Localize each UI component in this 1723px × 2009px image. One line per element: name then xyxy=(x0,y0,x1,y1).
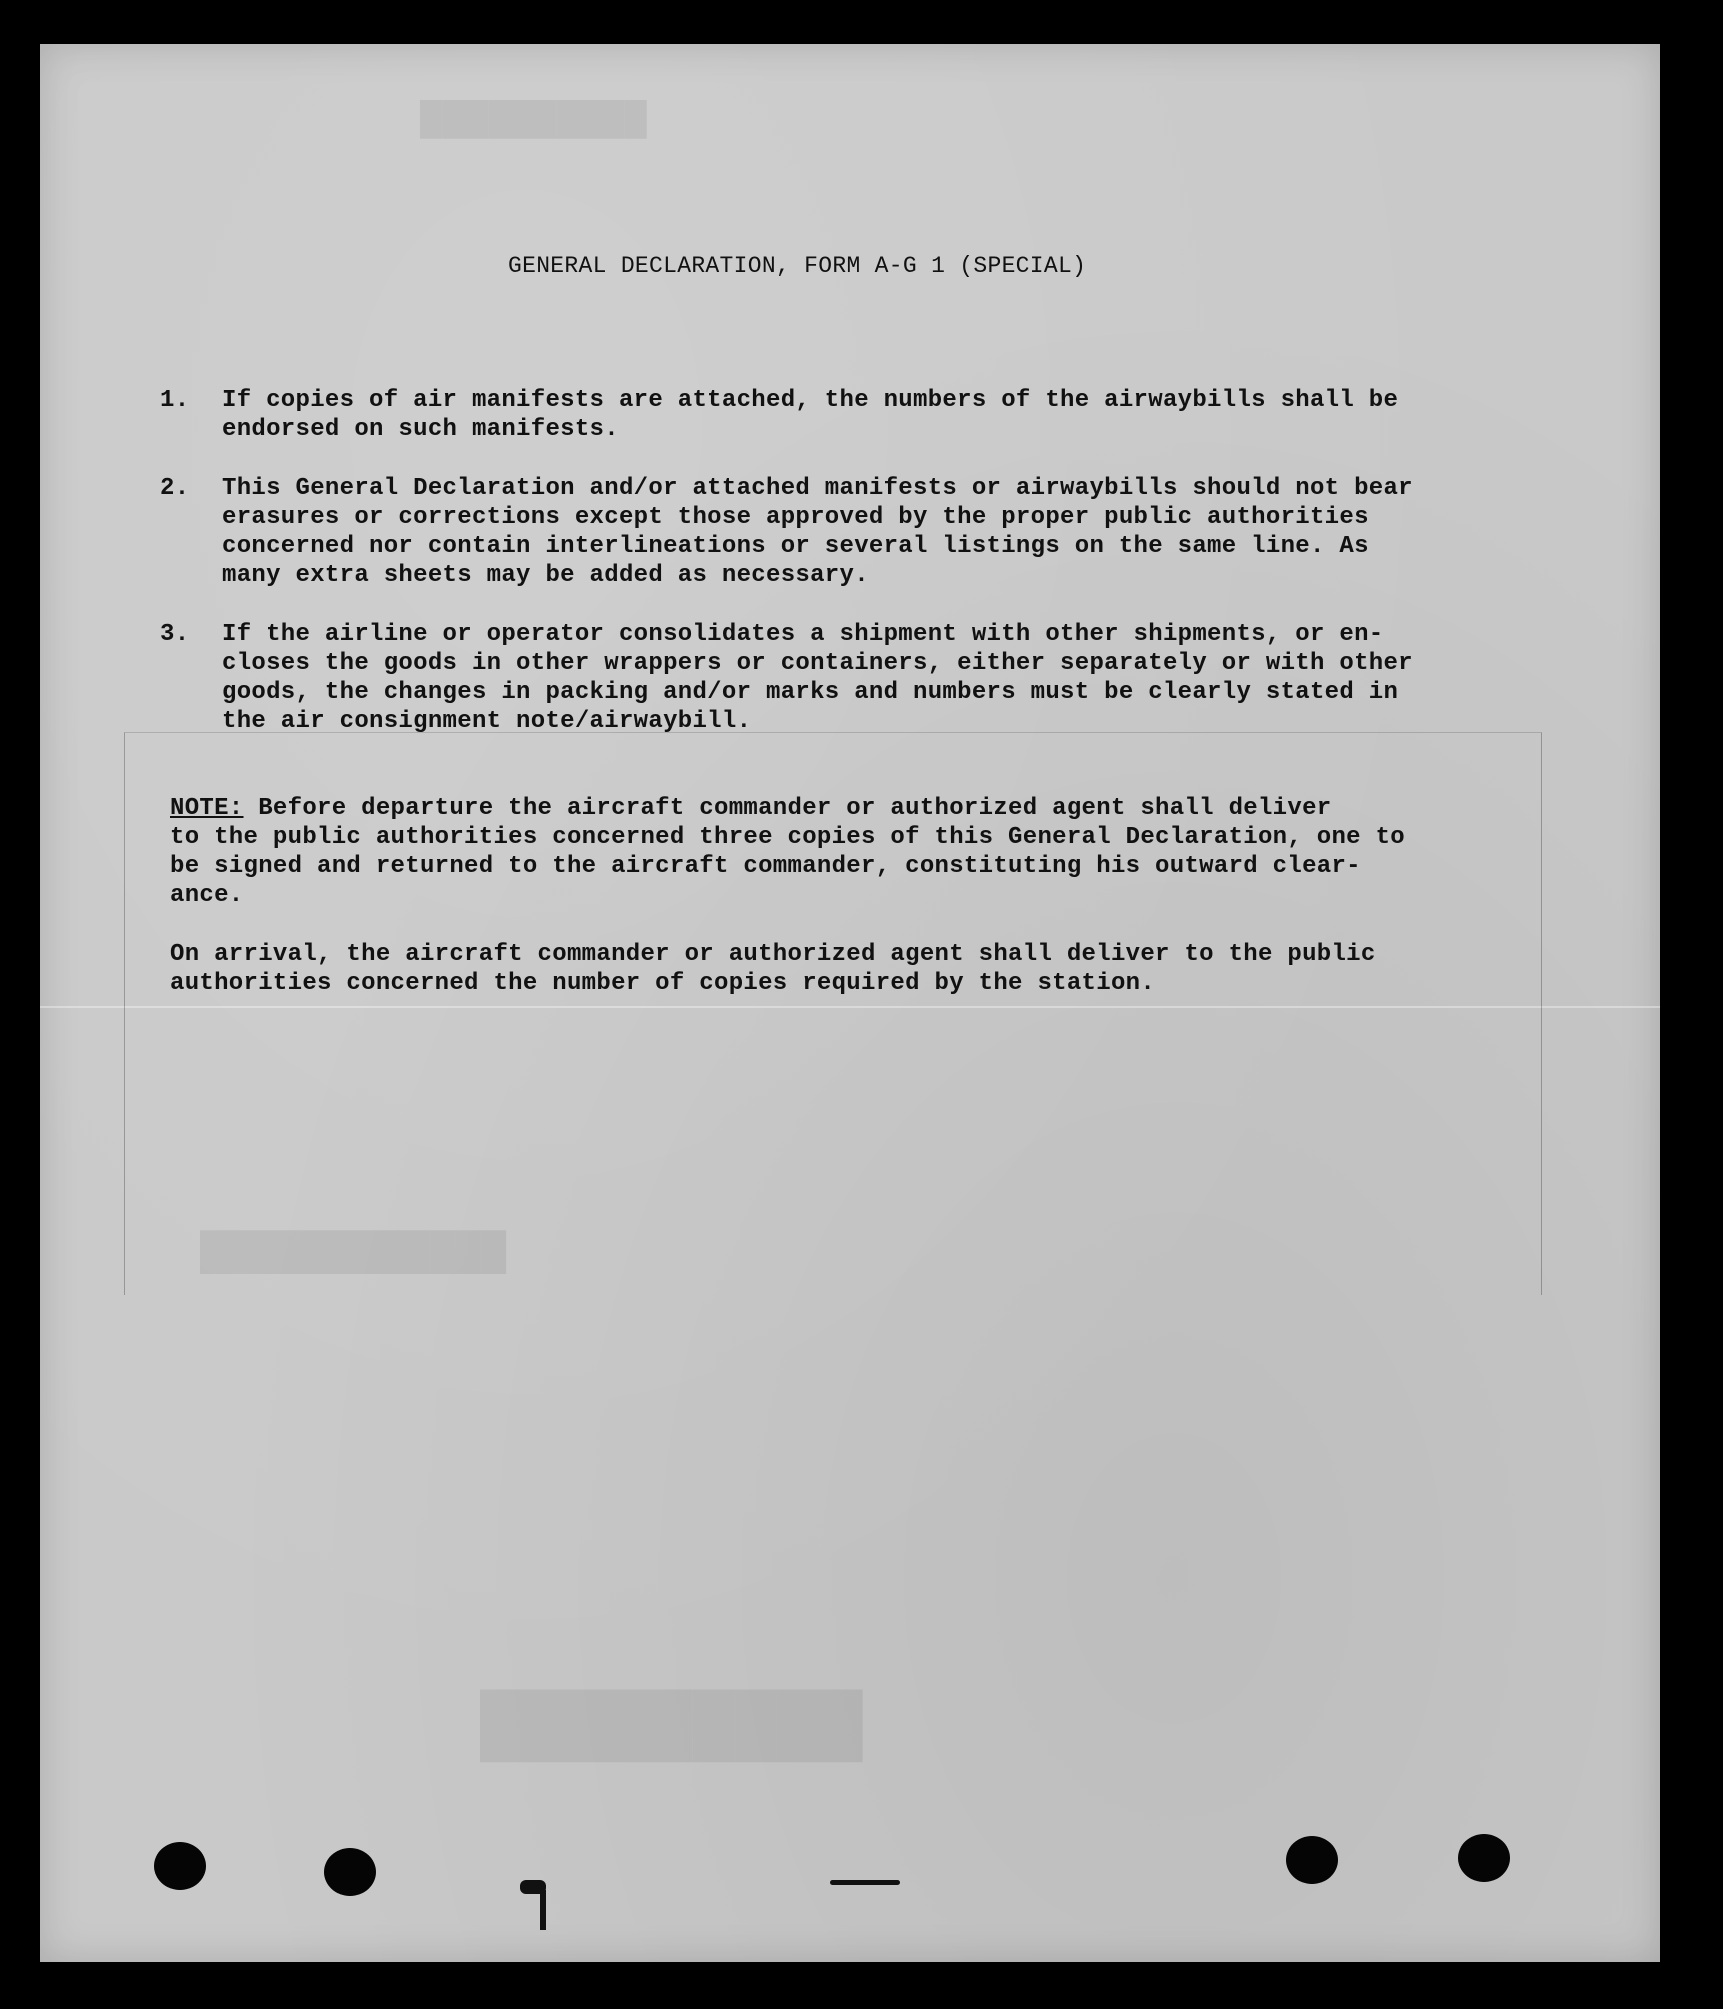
document-title: GENERAL DECLARATION, FORM A-G 1 (SPECIAL) xyxy=(508,253,1087,279)
item-number: 3. xyxy=(160,621,190,648)
item-text: If copies of air manifests are attached, the numbers of the airwaybills shall be endorsed on such manifests. xyxy=(222,387,1399,443)
bleed-through-shadow: ████████████ xyxy=(200,1231,507,1271)
punch-hole xyxy=(1458,1834,1510,1882)
item-number: 1. xyxy=(160,387,190,414)
item-text: This General Declaration and/or attached manifests or airwaybills should not bear erasures or corrections except those approved by the proper public authorities concerned nor contain interlineations or several listings on the same line. As many extra sheets may be added as necessary. xyxy=(222,475,1413,589)
punch-hole xyxy=(154,1842,206,1890)
punch-hole xyxy=(324,1848,376,1896)
item-text: If the airline or operator consolidates a shipment with other shipments, or en- closes the goods in other wrappers or containers, either separately or with other goods, the changes in packing and/or marks and numbers must be clearly stated in the air consignment note/airwaybill. xyxy=(222,621,1413,735)
item-number: 2. xyxy=(160,475,190,502)
ink-smudge xyxy=(540,1890,546,1930)
arrival-paragraph: On arrival, the aircraft commander or authorized agent shall deliver to the public authorities concerned the number of copies required by the station. xyxy=(170,941,1376,997)
ink-smudge xyxy=(830,1880,900,1885)
note-label: NOTE: xyxy=(170,795,244,822)
bleed-through-shadow: █████████ xyxy=(480,1691,863,1757)
note-paragraph xyxy=(170,794,1506,910)
bleed-through-shadow: ██████████ xyxy=(420,100,647,136)
note-text: Before departure the aircraft commander or authorized agent shall deliver to the public authorities concerned three copies of this General Declaration, one to be signed and returned to the aircraft commander, constituting his outward clear- ance. xyxy=(170,795,1405,909)
punch-hole xyxy=(1286,1836,1338,1884)
